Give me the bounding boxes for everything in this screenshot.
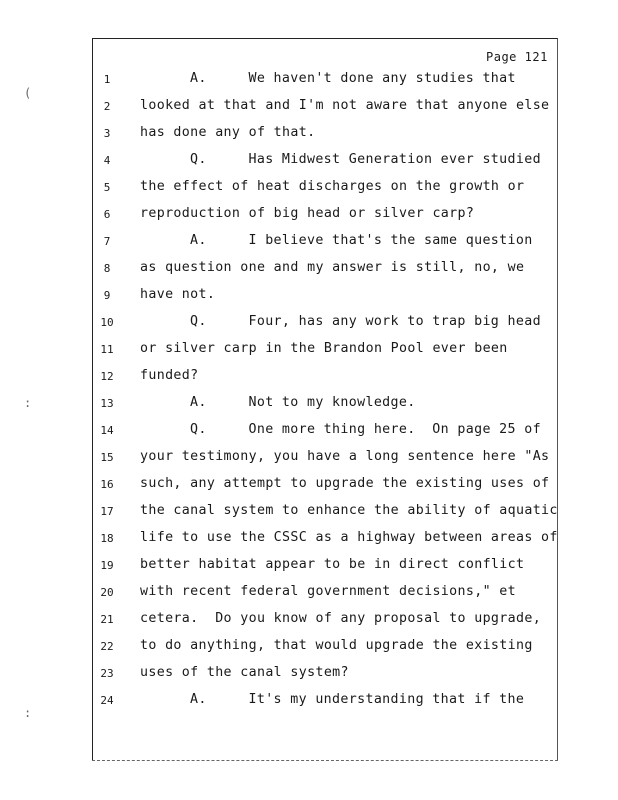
line-text: Q. Four, has any work to trap big head — [190, 314, 541, 329]
line-text: such, any attempt to upgrade the existing uses of — [140, 476, 550, 491]
page-number: Page 121 — [486, 50, 548, 64]
transcript-line — [0, 206, 618, 234]
transcript-line — [0, 233, 618, 261]
line-text: A. Not to my knowledge. — [190, 395, 416, 410]
transcript-line — [0, 557, 618, 585]
transcript-line — [0, 476, 618, 504]
footer-rule — [92, 760, 558, 761]
line-text: to do anything, that would upgrade the existing — [140, 638, 533, 653]
line-text: has done any of that. — [140, 125, 316, 140]
line-text: with recent federal government decisions," et — [140, 584, 516, 599]
line-text: uses of the canal system? — [140, 665, 349, 680]
transcript-line — [0, 152, 618, 180]
line-number: 22 — [100, 640, 114, 653]
line-text: life to use the CSSC as a highway between areas of — [140, 530, 558, 545]
line-number: 20 — [100, 586, 114, 599]
line-text: Q. One more thing here. On page 25 of — [190, 422, 541, 437]
transcript-line — [0, 71, 618, 99]
transcript-line — [0, 611, 618, 639]
line-text: A. It's my understanding that if the — [190, 692, 525, 707]
transcript-line — [0, 368, 618, 396]
transcript-line — [0, 395, 618, 423]
line-number: 13 — [100, 397, 114, 410]
line-text: A. I believe that's the same question — [190, 233, 533, 248]
line-number: 19 — [100, 559, 114, 572]
margin-punch-mark: ( — [24, 86, 32, 100]
line-text: or silver carp in the Brandon Pool ever been — [140, 341, 508, 356]
line-text: funded? — [140, 368, 199, 383]
line-number: 7 — [103, 235, 111, 248]
line-text: cetera. Do you know of any proposal to upgrade, — [140, 611, 542, 626]
line-number: 24 — [100, 694, 114, 707]
transcript-line — [0, 98, 618, 126]
transcript-line — [0, 125, 618, 153]
transcript-line — [0, 449, 618, 477]
margin-punch-mark: : — [24, 396, 32, 410]
line-text: as question one and my answer is still, no, we — [140, 260, 525, 275]
transcript-line — [0, 287, 618, 315]
transcript-line — [0, 692, 618, 720]
transcript-line — [0, 665, 618, 693]
line-number: 18 — [100, 532, 114, 545]
line-number: 17 — [100, 505, 114, 518]
line-text: your testimony, you have a long sentence here "As — [140, 449, 550, 464]
line-number: 9 — [103, 289, 111, 302]
line-text: A. We haven't done any studies that — [190, 71, 516, 86]
line-number: 5 — [103, 181, 111, 194]
transcript-line — [0, 314, 618, 342]
line-text: the canal system to enhance the ability of aquatic — [140, 503, 558, 518]
line-text: reproduction of big head or silver carp? — [140, 206, 475, 221]
line-text: have not. — [140, 287, 216, 302]
line-number: 10 — [100, 316, 114, 329]
line-text: looked at that and I'm not aware that anyone else — [140, 98, 550, 113]
transcript-line — [0, 584, 618, 612]
transcript-line — [0, 638, 618, 666]
transcript-line — [0, 179, 618, 207]
line-number: 21 — [100, 613, 114, 626]
line-text: the effect of heat discharges on the growth or — [140, 179, 525, 194]
margin-punch-mark: : — [24, 706, 32, 720]
line-number: 14 — [100, 424, 114, 437]
line-number: 3 — [103, 127, 111, 140]
line-number: 11 — [100, 343, 114, 356]
transcript-line — [0, 341, 618, 369]
line-text: better habitat appear to be in direct conflict — [140, 557, 525, 572]
transcript-line — [0, 503, 618, 531]
line-number: 12 — [100, 370, 114, 383]
line-number: 16 — [100, 478, 114, 491]
line-number: 8 — [103, 262, 111, 275]
line-number: 15 — [100, 451, 114, 464]
transcript-line — [0, 422, 618, 450]
transcript-line — [0, 260, 618, 288]
line-number: 1 — [103, 73, 111, 86]
transcript-line — [0, 530, 618, 558]
line-number: 23 — [100, 667, 114, 680]
line-number: 4 — [103, 154, 111, 167]
line-text: Q. Has Midwest Generation ever studied — [190, 152, 541, 167]
line-number: 2 — [103, 100, 111, 113]
line-number: 6 — [103, 208, 111, 221]
